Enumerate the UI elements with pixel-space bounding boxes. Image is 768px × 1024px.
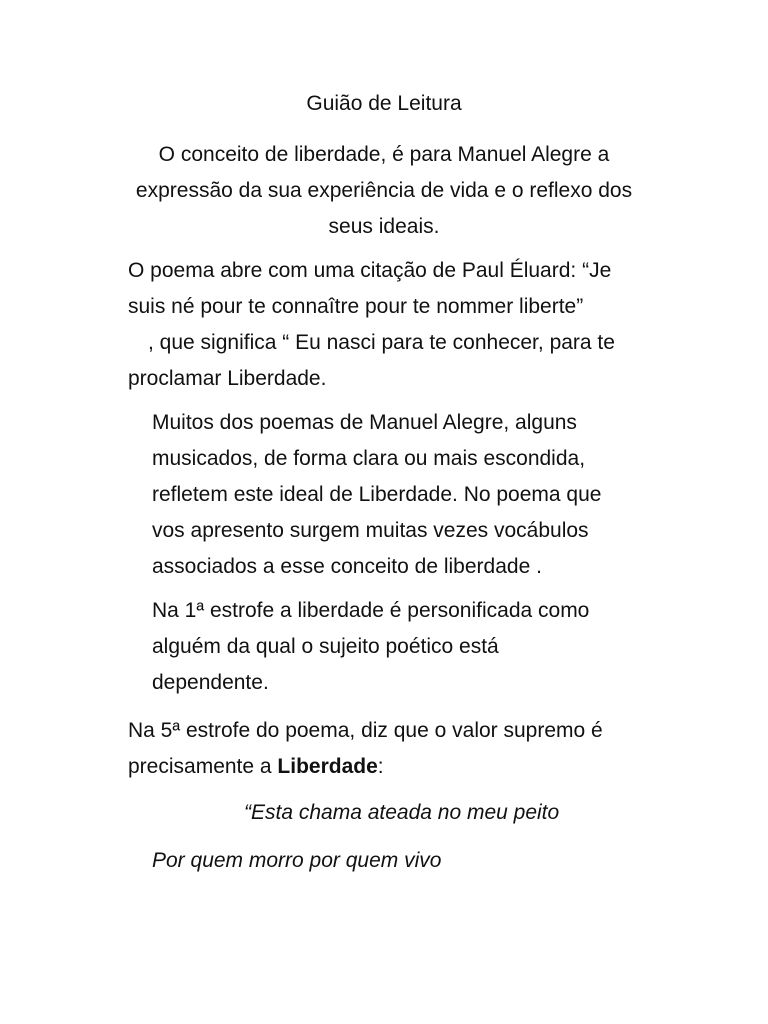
paragraph-line: Na 1ª estrofe a liberdade é personificada como bbox=[152, 599, 590, 622]
intro-paragraph bbox=[100, 137, 668, 245]
paragraph-line: Muitos dos poemas de Manuel Alegre, alguns bbox=[152, 411, 577, 434]
poem-quote-line-1 bbox=[244, 795, 724, 831]
title-text: Guião de Leitura bbox=[306, 92, 462, 115]
quote-text: Por quem morro por quem vivo bbox=[152, 849, 442, 872]
intro-line: seus ideais. bbox=[328, 215, 440, 238]
paragraph-line: suis né pour te connaître pour te nommer liberte” bbox=[128, 295, 584, 318]
paragraph-line: alguém da qual o sujeito poético está bbox=[152, 635, 499, 658]
paragraph-line: Na 5ª estrofe do poema, diz que o valor supremo é bbox=[128, 719, 603, 742]
line-suffix: : bbox=[377, 755, 384, 778]
paragraph-line: O poema abre com uma citação de Paul Éluard: “Je bbox=[128, 259, 612, 282]
poem-quote-line-2 bbox=[152, 843, 632, 879]
bold-keyword: Liberdade bbox=[277, 755, 378, 778]
paragraph-line: refletem este ideal de Liberdade. No poema que bbox=[152, 483, 602, 506]
intro-line: expressão da sua experiência de vida e o reflexo dos bbox=[135, 179, 633, 202]
paragraph-line: proclamar Liberdade. bbox=[128, 367, 327, 390]
paragraph-line: , que significa “ Eu nasci para te conhecer, para te bbox=[148, 331, 615, 354]
first-stanza-paragraph bbox=[152, 593, 692, 701]
poems-paragraph bbox=[152, 405, 692, 585]
citation-paragraph bbox=[128, 253, 688, 397]
quote-text: “Esta chama ateada no meu peito bbox=[244, 801, 560, 824]
paragraph-line: musicados, de forma clara ou mais escondida, bbox=[152, 447, 586, 470]
paragraph-line bbox=[128, 749, 688, 785]
paragraph-line: dependente. bbox=[152, 671, 269, 694]
fifth-stanza-paragraph bbox=[128, 713, 688, 785]
document-title bbox=[0, 86, 768, 122]
line-prefix: precisamente a bbox=[128, 755, 278, 778]
paragraph-line: vos apresento surgem muitas vezes vocábulos bbox=[152, 519, 589, 542]
paragraph-line: associados a esse conceito de liberdade . bbox=[152, 555, 542, 578]
intro-line: O conceito de liberdade, é para Manuel Alegre a bbox=[158, 143, 610, 166]
